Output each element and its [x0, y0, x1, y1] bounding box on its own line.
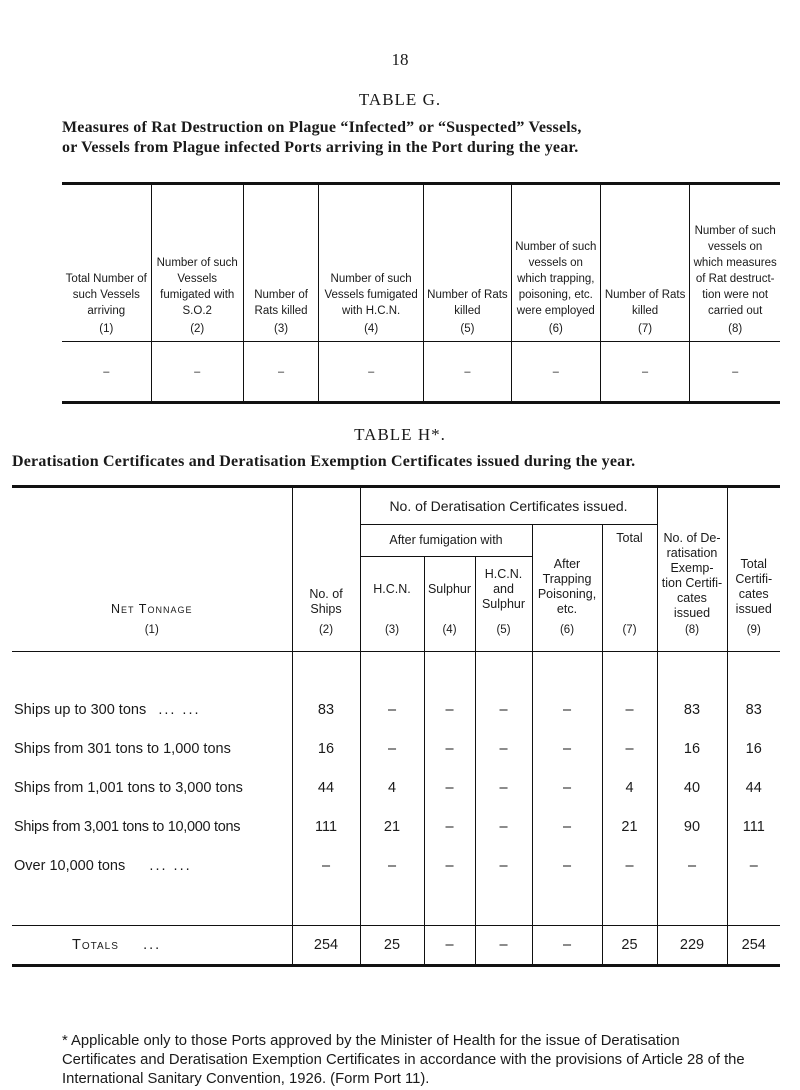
col-num: (8)	[657, 623, 727, 652]
cell: 40	[657, 769, 727, 808]
table-row	[12, 691, 780, 730]
cell: –	[532, 730, 602, 769]
cell: 4	[360, 769, 424, 808]
table-g	[62, 182, 780, 404]
cell: –	[657, 847, 727, 886]
cell: –	[424, 769, 475, 808]
cell: –	[360, 730, 424, 769]
cell: –	[532, 808, 602, 847]
cell: –	[424, 808, 475, 847]
table-row	[12, 847, 780, 886]
table-g-header: Number of Rats killed (7)	[600, 184, 690, 342]
hcn-sulphur-header: H.C.N. and Sulphur	[475, 557, 532, 623]
row-label: Ships up to 300 tons ... ...	[14, 702, 201, 718]
table-g-header: Total Number of such Vessels arriving (1)	[62, 184, 151, 342]
footnote: * Applicable only to those Ports approved by the Minister of Health for the issue of Deratisation Certificates and Deratisation Exemption Certificates in accordance with the provisions of Article 28 of the International Sanitary Convention, 1926. (Form Port 11).	[62, 1033, 745, 1087]
cell: –	[292, 847, 360, 886]
cell: –	[360, 691, 424, 730]
cell: 16	[727, 730, 780, 769]
total-certs-header: Total Certifi- cates issued	[727, 487, 780, 623]
table-g-header: Number of Rats killed (3)	[243, 184, 318, 342]
cell: 16	[292, 730, 360, 769]
cell: –	[475, 925, 532, 965]
table-g-header: Number of such Vessels fumigated with H.C.N. (4)	[319, 184, 424, 342]
cell: –	[424, 847, 475, 886]
table-h-title: TABLE H*.	[354, 425, 446, 444]
table-g-header: Number of Rats killed (5)	[424, 184, 512, 342]
table-g-cell: –	[511, 342, 600, 403]
cell: 16	[657, 730, 727, 769]
page-number: 18	[391, 50, 409, 69]
cell: –	[602, 847, 657, 886]
table-g-cell: –	[424, 342, 512, 403]
table-g-caption-line1: Measures of Rat Destruction on Plague “Infected” or “Suspected” Vessels,	[62, 119, 582, 136]
cell: 83	[657, 691, 727, 730]
row-label: Ships from 3,001 tons to 10,000 tons	[14, 819, 241, 835]
totals-label: Totals ...	[12, 925, 292, 965]
col-num: (1)	[12, 623, 292, 652]
row-label: Ships from 1,001 tons to 3,000 tons	[14, 780, 243, 796]
table-h	[12, 485, 780, 967]
table-row	[12, 730, 780, 769]
cell: –	[424, 691, 475, 730]
table-g-cell: –	[243, 342, 318, 403]
cell: 21	[602, 808, 657, 847]
table-g-title: TABLE G.	[358, 90, 442, 109]
cell: 90	[657, 808, 727, 847]
row-label: Ships from 301 tons to 1,000 tons	[14, 741, 231, 757]
cell: –	[532, 691, 602, 730]
cell: 111	[727, 808, 780, 847]
col-num: (6)	[532, 623, 602, 652]
cell: –	[475, 730, 532, 769]
cell: –	[532, 925, 602, 965]
table-g-cell: –	[690, 342, 780, 403]
table-g-cell: –	[600, 342, 690, 403]
net-tonnage-header: Net Tonnage	[111, 601, 193, 616]
certificates-group-header: No. of Deratisation Certificates issued.	[360, 487, 657, 525]
hcn-header: H.C.N.	[360, 557, 424, 623]
cell: 254	[727, 925, 780, 965]
cell: 254	[292, 925, 360, 965]
table-g-header: Number of such vessels on which trapping, poisoning, etc. were employed (6)	[511, 184, 600, 342]
column-numbers-row	[12, 623, 780, 652]
cell: –	[602, 730, 657, 769]
col-num: (4)	[424, 623, 475, 652]
exemption-certs-header: No. of De- ratisation Exemp- tion Certifi- cates issued	[657, 487, 727, 623]
cell: 4	[602, 769, 657, 808]
cell: –	[602, 691, 657, 730]
col-num: (5)	[475, 623, 532, 652]
table-g-header: Number of such Vessels fumigated with S.O.2 (2)	[151, 184, 243, 342]
table-g-cell: –	[319, 342, 424, 403]
after-fumigation-header: After fumigation with	[360, 525, 532, 557]
col-num: (9)	[727, 623, 780, 652]
table-g-caption	[62, 118, 792, 158]
cell: 25	[602, 925, 657, 965]
cell: 229	[657, 925, 727, 965]
table-g-header: Number of such vessels on which measures of Rat destruct- tion were not carried out (8)	[690, 184, 780, 342]
cell: 44	[292, 769, 360, 808]
total-header: Total	[602, 525, 657, 623]
table-g-cell: –	[151, 342, 243, 403]
after-trapping-header: After Trapping Poisoning, etc.	[532, 525, 602, 623]
cell: –	[532, 847, 602, 886]
cell: 111	[292, 808, 360, 847]
cell: –	[475, 691, 532, 730]
cell: 44	[727, 769, 780, 808]
cell: –	[532, 769, 602, 808]
col-num: (2)	[292, 623, 360, 652]
table-g-row	[62, 342, 780, 403]
sulphur-header: Sulphur	[424, 557, 475, 623]
table-row	[12, 769, 780, 808]
table-g-header-row	[62, 184, 780, 342]
table-g-cell: –	[103, 365, 110, 378]
table-row	[12, 808, 780, 847]
totals-row	[12, 925, 780, 965]
cell: 83	[292, 691, 360, 730]
col-num: (3)	[360, 623, 424, 652]
cell: –	[424, 730, 475, 769]
table-g-caption-line2: or Vessels from Plague infected Ports arriving in the Port during the year.	[62, 139, 579, 156]
row-label: Over 10,000 tons ... ...	[14, 858, 192, 874]
cell: –	[475, 769, 532, 808]
no-of-ships-header: No. of Ships	[292, 487, 360, 623]
cell: –	[475, 808, 532, 847]
cell: –	[727, 847, 780, 886]
col-num: (7)	[602, 623, 657, 652]
cell: –	[424, 925, 475, 965]
cell: 83	[727, 691, 780, 730]
cell: 21	[360, 808, 424, 847]
cell: 25	[360, 925, 424, 965]
cell: –	[475, 847, 532, 886]
table-h-caption: Deratisation Certificates and Deratisation Exemption Certificates issued during the year.	[12, 453, 636, 470]
cell: –	[360, 847, 424, 886]
